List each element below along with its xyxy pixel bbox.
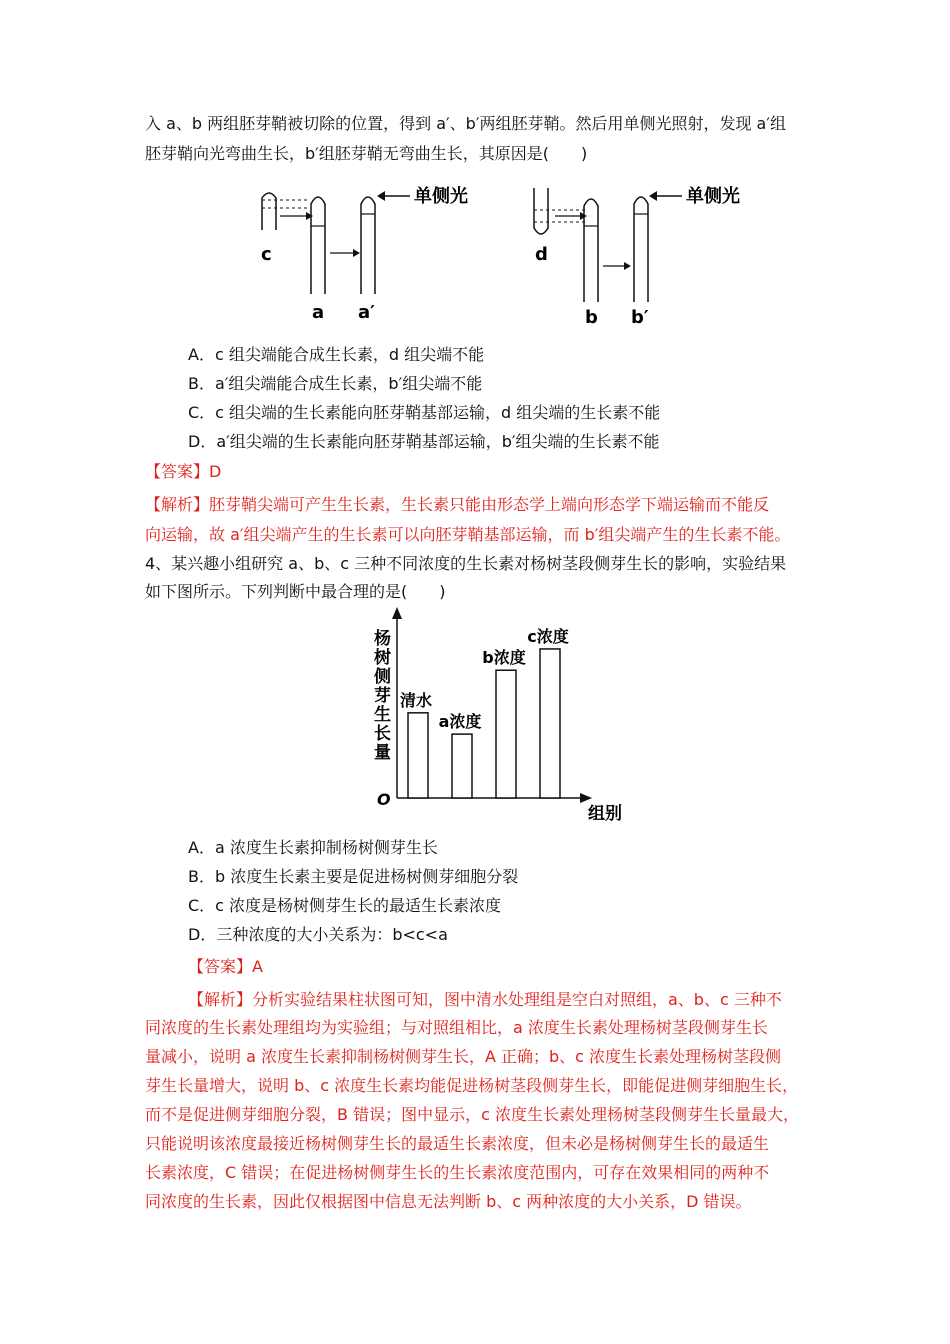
bar-label-0: 清水 xyxy=(399,690,433,710)
label-b-prime: b′ xyxy=(631,307,649,328)
origin-label: O xyxy=(377,790,391,809)
group-bprime-coleoptile xyxy=(634,197,648,302)
q3-stem-line-1: 入 a、b 两组胚芽鞘被切除的位置，得到 a′、b′两组胚芽鞘。然后用单侧光照射，发现 a′组 xyxy=(145,114,786,133)
q3-option-d: D．a′组尖端的生长素能向胚芽鞘基部运输，b′组尖端的生长素不能 xyxy=(188,432,660,451)
group-c-tip xyxy=(262,193,276,230)
q3-option-c: C．c 组尖端的生长素能向胚芽鞘基部运输，d 组尖端的生长素不能 xyxy=(188,403,661,422)
q4-analysis-line-4: 芽生长量增大，说明 b、c 浓度生长素均能促进杨树茎段侧芽生长，即能促进侧芽细胞生长， xyxy=(145,1076,799,1095)
y-axis-label: 杨树侧芽生长量 xyxy=(370,629,390,762)
q4-analysis-line-3: 量减小，说明 a 浓度生长素抑制杨树侧芽生长，A 正确；b、c 浓度生长素处理杨树茎段侧 xyxy=(145,1047,782,1066)
q4-analysis-line-1: 【解析】分析实验结果柱状图可知，图中清水处理组是空白对照组，a、b、c 三种不 xyxy=(188,990,782,1009)
q4-option-c: C．c 浓度是杨树侧芽生长的最适生长素浓度 xyxy=(188,896,502,915)
bar-label-2: b浓度 xyxy=(482,648,526,668)
light-label-right: 单侧光 xyxy=(686,186,740,207)
bar-label-1: a浓度 xyxy=(438,712,482,732)
q4-analysis-line-6: 只能说明该浓度最接近杨树侧芽生长的最适生长素浓度，但未必是杨树侧芽生长的最适生 xyxy=(145,1134,770,1153)
arrow-b-to-bprime-head xyxy=(624,262,631,270)
q3-stem-line-2: 胚芽鞘向光弯曲生长，b′组胚芽鞘无弯曲生长，其原因是( ) xyxy=(145,144,588,163)
arrow-a-to-aprime-head xyxy=(353,249,360,257)
label-b: b xyxy=(585,307,598,328)
q4-option-a: A．a 浓度生长素抑制杨树侧芽生长 xyxy=(188,838,438,857)
bar-3 xyxy=(540,649,560,798)
q4-analysis-line-8: 同浓度的生长素，因此仅根据图中信息无法判断 b、c 两种浓度的大小关系，D 错误。 xyxy=(145,1192,752,1211)
label-d: d xyxy=(535,244,548,265)
q3-answer: 【答案】D xyxy=(145,462,222,481)
label-a-prime: a′ xyxy=(358,302,375,323)
x-axis-label: 组别 xyxy=(588,804,622,824)
light-label-left: 单侧光 xyxy=(414,186,468,207)
q3-analysis-line-1: 【解析】胚芽鞘尖端可产生生长素，生长素只能由形态学上端向形态学下端运输而不能反 xyxy=(145,495,770,514)
group-a-coleoptile xyxy=(311,197,325,294)
group-b-coleoptile xyxy=(584,199,598,302)
bar-label-3: c浓度 xyxy=(527,626,569,646)
coleoptile-figure xyxy=(250,178,750,328)
light-arrow-right-head xyxy=(649,191,657,201)
bar-1 xyxy=(452,734,472,798)
y-axis-arrow xyxy=(392,607,402,619)
group-d-tip xyxy=(534,188,548,234)
group-aprime-coleoptile xyxy=(361,197,375,294)
arrow-c-to-a-head xyxy=(306,212,313,220)
q4-analysis-line-2: 同浓度的生长素处理组均为实验组；与对照组相比，a 浓度生长素处理杨树茎段侧芽生长 xyxy=(145,1018,768,1037)
q4-analysis-line-5: 而不是促进侧芽细胞分裂，B 错误；图中显示，c 浓度生长素处理杨树茎段侧芽生长量最大， xyxy=(145,1105,799,1124)
q4-analysis-line-7: 长素浓度，C 错误；在促进杨树侧芽生长的生长素浓度范围内，可存在效果相同的两种不 xyxy=(145,1163,770,1182)
q3-analysis-line-2: 向运输，故 a′组尖端产生的生长素可以向胚芽鞘基部运输，而 b′组尖端产生的生长素不能。 xyxy=(145,525,791,544)
bar-0 xyxy=(408,713,428,798)
q4-stem-line-1: 4、某兴趣小组研究 a、b、c 三种不同浓度的生长素对杨树茎段侧芽生长的影响，实验结果 xyxy=(145,554,787,573)
light-arrow-left-head xyxy=(377,191,385,201)
bar-2 xyxy=(496,670,516,798)
q3-option-a: A．c 组尖端能合成生长素，d 组尖端不能 xyxy=(188,345,485,364)
growth-bar-chart xyxy=(360,605,660,825)
q4-option-d: D．三种浓度的大小关系为：b<c<a xyxy=(188,925,448,944)
bars-group xyxy=(400,627,569,798)
q4-option-b: B．b 浓度生长素主要是促进杨树侧芽细胞分裂 xyxy=(188,867,519,886)
label-a: a xyxy=(312,302,325,323)
q4-stem-line-2: 如下图所示。下列判断中最合理的是( ) xyxy=(145,582,446,601)
q4-answer: 【答案】A xyxy=(188,957,263,976)
label-c: c xyxy=(261,244,272,265)
q3-option-b: B．a′组尖端能合成生长素，b′组尖端不能 xyxy=(188,374,483,393)
x-axis-arrow xyxy=(580,793,592,803)
